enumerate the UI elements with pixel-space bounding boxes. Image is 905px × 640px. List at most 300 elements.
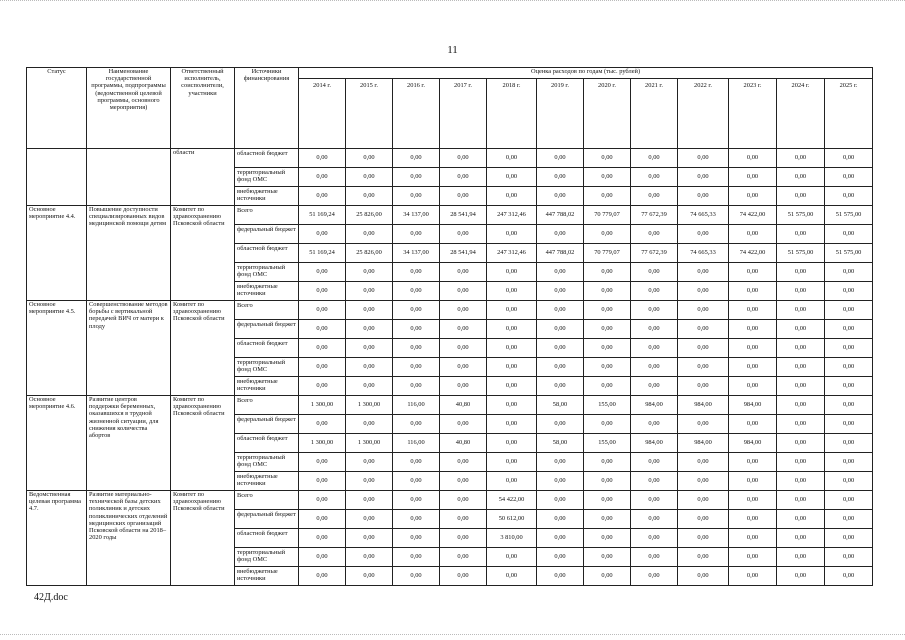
- value-cell: 0,00: [729, 377, 777, 396]
- value-cell: 0,00: [678, 187, 729, 206]
- value-cell: 0,00: [346, 187, 393, 206]
- value-cell: 0,00: [825, 377, 873, 396]
- value-cell: 0,00: [346, 510, 393, 529]
- value-cell: 0,00: [299, 358, 346, 377]
- source-cell: внебюджетные источники: [235, 377, 299, 396]
- value-cell: 0,00: [825, 434, 873, 453]
- value-cell: 0,00: [584, 529, 631, 548]
- value-cell: 0,00: [777, 168, 825, 187]
- name-cell: [87, 149, 171, 206]
- header-sources: Источники финансирования: [235, 68, 299, 149]
- value-cell: 0,00: [346, 567, 393, 586]
- value-cell: 0,00: [777, 510, 825, 529]
- source-cell: федеральный бюджет: [235, 510, 299, 529]
- value-cell: 0,00: [537, 320, 584, 339]
- responsible-cell: Комитет по здравоохранению Псковской области: [171, 301, 235, 396]
- value-cell: 0,00: [299, 320, 346, 339]
- value-cell: 0,00: [729, 472, 777, 491]
- value-cell: 0,00: [825, 263, 873, 282]
- value-cell: 25 826,00: [346, 206, 393, 225]
- value-cell: 0,00: [584, 339, 631, 358]
- value-cell: 77 672,39: [631, 244, 678, 263]
- value-cell: 0,00: [346, 415, 393, 434]
- value-cell: 116,00: [393, 434, 440, 453]
- value-cell: 3 810,00: [487, 529, 537, 548]
- value-cell: 0,00: [584, 225, 631, 244]
- value-cell: 0,00: [777, 453, 825, 472]
- responsible-cell: Комитет по здравоохранению Псковской области: [171, 491, 235, 586]
- header-year: 2018 г.: [487, 79, 537, 149]
- source-cell: территориальный фонд ОМС: [235, 453, 299, 472]
- source-cell: областной бюджет: [235, 529, 299, 548]
- value-cell: 0,00: [584, 472, 631, 491]
- value-cell: 0,00: [631, 415, 678, 434]
- value-cell: 0,00: [729, 263, 777, 282]
- value-cell: 0,00: [777, 225, 825, 244]
- value-cell: 0,00: [584, 510, 631, 529]
- value-cell: 0,00: [487, 282, 537, 301]
- value-cell: 0,00: [393, 453, 440, 472]
- value-cell: 0,00: [487, 548, 537, 567]
- source-cell: внебюджетные источники: [235, 187, 299, 206]
- value-cell: 0,00: [777, 301, 825, 320]
- status-cell: Основное мероприятие 4.6.: [27, 396, 87, 491]
- value-cell: 74 422,00: [729, 206, 777, 225]
- value-cell: 0,00: [393, 225, 440, 244]
- value-cell: 0,00: [299, 548, 346, 567]
- source-cell: областной бюджет: [235, 149, 299, 168]
- value-cell: 0,00: [584, 567, 631, 586]
- value-cell: 0,00: [537, 358, 584, 377]
- value-cell: 0,00: [777, 187, 825, 206]
- value-cell: 0,00: [346, 377, 393, 396]
- value-cell: 58,00: [537, 434, 584, 453]
- value-cell: 25 826,00: [346, 244, 393, 263]
- value-cell: 0,00: [346, 491, 393, 510]
- table-row: [27, 396, 873, 415]
- value-cell: 984,00: [631, 434, 678, 453]
- value-cell: 0,00: [440, 472, 487, 491]
- value-cell: 984,00: [678, 396, 729, 415]
- value-cell: 0,00: [729, 453, 777, 472]
- value-cell: 0,00: [440, 263, 487, 282]
- value-cell: 0,00: [393, 187, 440, 206]
- value-cell: 0,00: [631, 339, 678, 358]
- value-cell: 51 169,24: [299, 244, 346, 263]
- value-cell: 0,00: [825, 282, 873, 301]
- value-cell: 77 672,39: [631, 206, 678, 225]
- value-cell: 1 300,00: [299, 434, 346, 453]
- value-cell: 0,00: [729, 510, 777, 529]
- header-year: 2015 г.: [346, 79, 393, 149]
- value-cell: 0,00: [777, 358, 825, 377]
- value-cell: 0,00: [299, 510, 346, 529]
- header-year: 2025 г.: [825, 79, 873, 149]
- value-cell: 0,00: [393, 263, 440, 282]
- value-cell: 0,00: [487, 567, 537, 586]
- header-year: 2020 г.: [584, 79, 631, 149]
- source-cell: внебюджетные источники: [235, 282, 299, 301]
- value-cell: 0,00: [678, 472, 729, 491]
- value-cell: 984,00: [729, 396, 777, 415]
- value-cell: 0,00: [678, 377, 729, 396]
- value-cell: 0,00: [487, 396, 537, 415]
- value-cell: 0,00: [440, 187, 487, 206]
- source-cell: областной бюджет: [235, 244, 299, 263]
- header-year: 2014 г.: [299, 79, 346, 149]
- page-number: 11: [447, 44, 458, 56]
- value-cell: 74 665,33: [678, 206, 729, 225]
- value-cell: 0,00: [825, 548, 873, 567]
- value-cell: 58,00: [537, 396, 584, 415]
- value-cell: 0,00: [487, 168, 537, 187]
- value-cell: 0,00: [631, 358, 678, 377]
- value-cell: 155,00: [584, 396, 631, 415]
- value-cell: 0,00: [631, 567, 678, 586]
- status-cell: Ведомственная целевая программа 4.7.: [27, 491, 87, 586]
- value-cell: 0,00: [299, 529, 346, 548]
- source-cell: областной бюджет: [235, 339, 299, 358]
- value-cell: 0,00: [729, 529, 777, 548]
- value-cell: 0,00: [440, 168, 487, 187]
- value-cell: 0,00: [537, 529, 584, 548]
- value-cell: 0,00: [537, 339, 584, 358]
- value-cell: 0,00: [537, 377, 584, 396]
- value-cell: 984,00: [678, 434, 729, 453]
- value-cell: 0,00: [678, 529, 729, 548]
- source-cell: Всего: [235, 301, 299, 320]
- source-cell: федеральный бюджет: [235, 415, 299, 434]
- value-cell: 0,00: [777, 472, 825, 491]
- value-cell: 0,00: [825, 472, 873, 491]
- value-cell: 0,00: [487, 187, 537, 206]
- value-cell: 447 788,02: [537, 244, 584, 263]
- value-cell: 247 312,46: [487, 244, 537, 263]
- value-cell: 0,00: [825, 168, 873, 187]
- value-cell: 0,00: [631, 472, 678, 491]
- value-cell: 0,00: [825, 320, 873, 339]
- document-filename: 42Д.doc: [34, 592, 68, 603]
- value-cell: 0,00: [584, 320, 631, 339]
- table-row: [27, 301, 873, 320]
- value-cell: 1 300,00: [346, 396, 393, 415]
- value-cell: 0,00: [299, 225, 346, 244]
- value-cell: 1 300,00: [346, 434, 393, 453]
- source-cell: территориальный фонд ОМС: [235, 263, 299, 282]
- value-cell: 51 575,00: [825, 244, 873, 263]
- value-cell: 28 541,94: [440, 206, 487, 225]
- value-cell: 0,00: [631, 529, 678, 548]
- value-cell: 0,00: [299, 491, 346, 510]
- value-cell: 0,00: [440, 320, 487, 339]
- value-cell: 0,00: [487, 339, 537, 358]
- value-cell: 0,00: [299, 301, 346, 320]
- value-cell: 0,00: [777, 377, 825, 396]
- value-cell: 0,00: [487, 225, 537, 244]
- value-cell: 0,00: [537, 567, 584, 586]
- value-cell: 984,00: [631, 396, 678, 415]
- value-cell: 0,00: [825, 339, 873, 358]
- header-year: 2022 г.: [678, 79, 729, 149]
- value-cell: 0,00: [777, 491, 825, 510]
- source-cell: Всего: [235, 491, 299, 510]
- value-cell: 0,00: [584, 377, 631, 396]
- value-cell: 0,00: [777, 434, 825, 453]
- value-cell: 0,00: [537, 453, 584, 472]
- value-cell: 0,00: [631, 510, 678, 529]
- value-cell: 74 422,00: [729, 244, 777, 263]
- value-cell: 0,00: [729, 149, 777, 168]
- value-cell: 0,00: [729, 339, 777, 358]
- value-cell: 0,00: [393, 149, 440, 168]
- value-cell: 0,00: [346, 225, 393, 244]
- header-year: 2023 г.: [729, 79, 777, 149]
- value-cell: 0,00: [440, 282, 487, 301]
- value-cell: 0,00: [537, 301, 584, 320]
- value-cell: 51 575,00: [777, 206, 825, 225]
- value-cell: 0,00: [299, 168, 346, 187]
- value-cell: 0,00: [537, 225, 584, 244]
- header-status: Статус: [27, 68, 87, 149]
- value-cell: 0,00: [678, 339, 729, 358]
- value-cell: 0,00: [537, 548, 584, 567]
- value-cell: 0,00: [777, 320, 825, 339]
- value-cell: 0,00: [393, 377, 440, 396]
- value-cell: 51 169,24: [299, 206, 346, 225]
- value-cell: 0,00: [393, 282, 440, 301]
- value-cell: 0,00: [678, 548, 729, 567]
- value-cell: 0,00: [346, 472, 393, 491]
- value-cell: 0,00: [631, 168, 678, 187]
- value-cell: 0,00: [487, 358, 537, 377]
- value-cell: 0,00: [825, 491, 873, 510]
- value-cell: 0,00: [537, 149, 584, 168]
- value-cell: 0,00: [825, 225, 873, 244]
- value-cell: 0,00: [487, 415, 537, 434]
- value-cell: 0,00: [825, 453, 873, 472]
- value-cell: 0,00: [631, 320, 678, 339]
- value-cell: 0,00: [777, 339, 825, 358]
- value-cell: 0,00: [299, 282, 346, 301]
- value-cell: 0,00: [346, 320, 393, 339]
- value-cell: 0,00: [584, 415, 631, 434]
- value-cell: 0,00: [678, 282, 729, 301]
- value-cell: 0,00: [393, 529, 440, 548]
- value-cell: 0,00: [729, 282, 777, 301]
- value-cell: 0,00: [729, 415, 777, 434]
- value-cell: 0,00: [825, 529, 873, 548]
- value-cell: 0,00: [537, 415, 584, 434]
- value-cell: 0,00: [393, 472, 440, 491]
- value-cell: 0,00: [584, 453, 631, 472]
- value-cell: 0,00: [393, 510, 440, 529]
- value-cell: 0,00: [631, 548, 678, 567]
- value-cell: 28 541,94: [440, 244, 487, 263]
- value-cell: 0,00: [440, 358, 487, 377]
- value-cell: 0,00: [678, 358, 729, 377]
- value-cell: 0,00: [440, 529, 487, 548]
- value-cell: 34 137,00: [393, 206, 440, 225]
- value-cell: 0,00: [678, 320, 729, 339]
- value-cell: 0,00: [825, 415, 873, 434]
- name-cell: Совершенствование методов борьбы с вертикальной передачей ВИЧ от матери к плоду: [87, 301, 171, 396]
- source-cell: внебюджетные источники: [235, 567, 299, 586]
- value-cell: 0,00: [729, 225, 777, 244]
- value-cell: 0,00: [678, 225, 729, 244]
- value-cell: 0,00: [393, 567, 440, 586]
- value-cell: 0,00: [393, 168, 440, 187]
- value-cell: 0,00: [584, 263, 631, 282]
- value-cell: 0,00: [537, 282, 584, 301]
- value-cell: 0,00: [584, 168, 631, 187]
- value-cell: 0,00: [678, 301, 729, 320]
- value-cell: 0,00: [299, 187, 346, 206]
- value-cell: 0,00: [440, 567, 487, 586]
- value-cell: 0,00: [393, 415, 440, 434]
- value-cell: 0,00: [584, 187, 631, 206]
- status-cell: [27, 149, 87, 206]
- value-cell: 0,00: [631, 377, 678, 396]
- name-cell: Развитие материально-технической базы детских поликлиник и детских поликлинических отделений медицинских организаций Псковской области на 2018–2020 годы: [87, 491, 171, 586]
- value-cell: 0,00: [299, 415, 346, 434]
- value-cell: 0,00: [487, 301, 537, 320]
- value-cell: 0,00: [393, 320, 440, 339]
- value-cell: 0,00: [346, 282, 393, 301]
- responsible-cell: Комитет по здравоохранению Псковской области: [171, 206, 235, 301]
- value-cell: 0,00: [393, 339, 440, 358]
- value-cell: 0,00: [777, 282, 825, 301]
- value-cell: 0,00: [825, 301, 873, 320]
- value-cell: 0,00: [346, 168, 393, 187]
- value-cell: 0,00: [631, 491, 678, 510]
- value-cell: 0,00: [631, 187, 678, 206]
- table-row: [27, 206, 873, 225]
- value-cell: 0,00: [346, 453, 393, 472]
- value-cell: 0,00: [487, 377, 537, 396]
- value-cell: 0,00: [825, 510, 873, 529]
- value-cell: 247 312,46: [487, 206, 537, 225]
- value-cell: 0,00: [487, 434, 537, 453]
- value-cell: 0,00: [777, 529, 825, 548]
- value-cell: 0,00: [537, 187, 584, 206]
- value-cell: 0,00: [584, 282, 631, 301]
- header-year: 2024 г.: [777, 79, 825, 149]
- value-cell: 0,00: [631, 301, 678, 320]
- value-cell: 0,00: [299, 263, 346, 282]
- value-cell: 0,00: [487, 472, 537, 491]
- header-year: 2019 г.: [537, 79, 584, 149]
- value-cell: 0,00: [537, 168, 584, 187]
- value-cell: 0,00: [440, 453, 487, 472]
- header-year: 2016 г.: [393, 79, 440, 149]
- value-cell: 0,00: [487, 149, 537, 168]
- value-cell: 40,80: [440, 434, 487, 453]
- value-cell: 0,00: [825, 396, 873, 415]
- source-cell: Всего: [235, 396, 299, 415]
- value-cell: 1 300,00: [299, 396, 346, 415]
- value-cell: 0,00: [678, 263, 729, 282]
- header-responsible: Ответственный исполнитель, соисполнители, участники: [171, 68, 235, 149]
- value-cell: 0,00: [393, 491, 440, 510]
- source-cell: территориальный фонд ОМС: [235, 168, 299, 187]
- value-cell: 0,00: [346, 548, 393, 567]
- value-cell: 447 788,02: [537, 206, 584, 225]
- value-cell: 0,00: [487, 453, 537, 472]
- source-cell: федеральный бюджет: [235, 320, 299, 339]
- value-cell: 0,00: [584, 358, 631, 377]
- value-cell: 0,00: [487, 320, 537, 339]
- value-cell: 0,00: [440, 510, 487, 529]
- value-cell: 0,00: [729, 548, 777, 567]
- value-cell: 0,00: [729, 320, 777, 339]
- name-cell: Развитие центров поддержки беременных, оказавшихся в трудной жизненной ситуации, для снижения количества абортов: [87, 396, 171, 491]
- source-cell: территориальный фонд ОМС: [235, 358, 299, 377]
- value-cell: 0,00: [299, 472, 346, 491]
- value-cell: 0,00: [440, 415, 487, 434]
- value-cell: 70 779,07: [584, 244, 631, 263]
- value-cell: 984,00: [729, 434, 777, 453]
- value-cell: 0,00: [393, 548, 440, 567]
- value-cell: 34 137,00: [393, 244, 440, 263]
- value-cell: 0,00: [440, 225, 487, 244]
- value-cell: 0,00: [631, 282, 678, 301]
- value-cell: 155,00: [584, 434, 631, 453]
- value-cell: 0,00: [825, 567, 873, 586]
- value-cell: 0,00: [537, 510, 584, 529]
- value-cell: 0,00: [678, 415, 729, 434]
- value-cell: 50 612,00: [487, 510, 537, 529]
- value-cell: 0,00: [631, 453, 678, 472]
- value-cell: 0,00: [678, 491, 729, 510]
- value-cell: 0,00: [440, 339, 487, 358]
- value-cell: 0,00: [584, 149, 631, 168]
- expenditure-table: [26, 67, 873, 586]
- value-cell: 0,00: [678, 510, 729, 529]
- value-cell: 0,00: [346, 339, 393, 358]
- value-cell: 0,00: [678, 149, 729, 168]
- value-cell: 51 575,00: [777, 244, 825, 263]
- value-cell: 0,00: [440, 377, 487, 396]
- source-cell: внебюджетные источники: [235, 472, 299, 491]
- value-cell: 0,00: [729, 491, 777, 510]
- value-cell: 0,00: [777, 548, 825, 567]
- value-cell: 0,00: [631, 263, 678, 282]
- value-cell: 51 575,00: [825, 206, 873, 225]
- status-cell: Основное мероприятие 4.4.: [27, 206, 87, 301]
- value-cell: 0,00: [678, 453, 729, 472]
- value-cell: 0,00: [729, 301, 777, 320]
- value-cell: 0,00: [825, 149, 873, 168]
- header-estimate: Оценка расходов по годам (тыс. рублей): [299, 68, 873, 79]
- value-cell: 0,00: [299, 149, 346, 168]
- header-year: 2021 г.: [631, 79, 678, 149]
- header-name: Наименование государственной программы, подпрограммы (ведомственной целевой программы, основного мероприятия): [87, 68, 171, 149]
- value-cell: 0,00: [440, 149, 487, 168]
- value-cell: 0,00: [729, 567, 777, 586]
- value-cell: 0,00: [631, 149, 678, 168]
- responsible-cell: области: [171, 149, 235, 206]
- table-row: [27, 491, 873, 510]
- value-cell: 0,00: [346, 358, 393, 377]
- value-cell: 0,00: [584, 491, 631, 510]
- scan-edge-bottom: [0, 634, 905, 639]
- table-row: [27, 149, 873, 168]
- value-cell: 0,00: [825, 358, 873, 377]
- value-cell: 116,00: [393, 396, 440, 415]
- value-cell: 40,80: [440, 396, 487, 415]
- value-cell: 0,00: [393, 358, 440, 377]
- value-cell: 0,00: [777, 415, 825, 434]
